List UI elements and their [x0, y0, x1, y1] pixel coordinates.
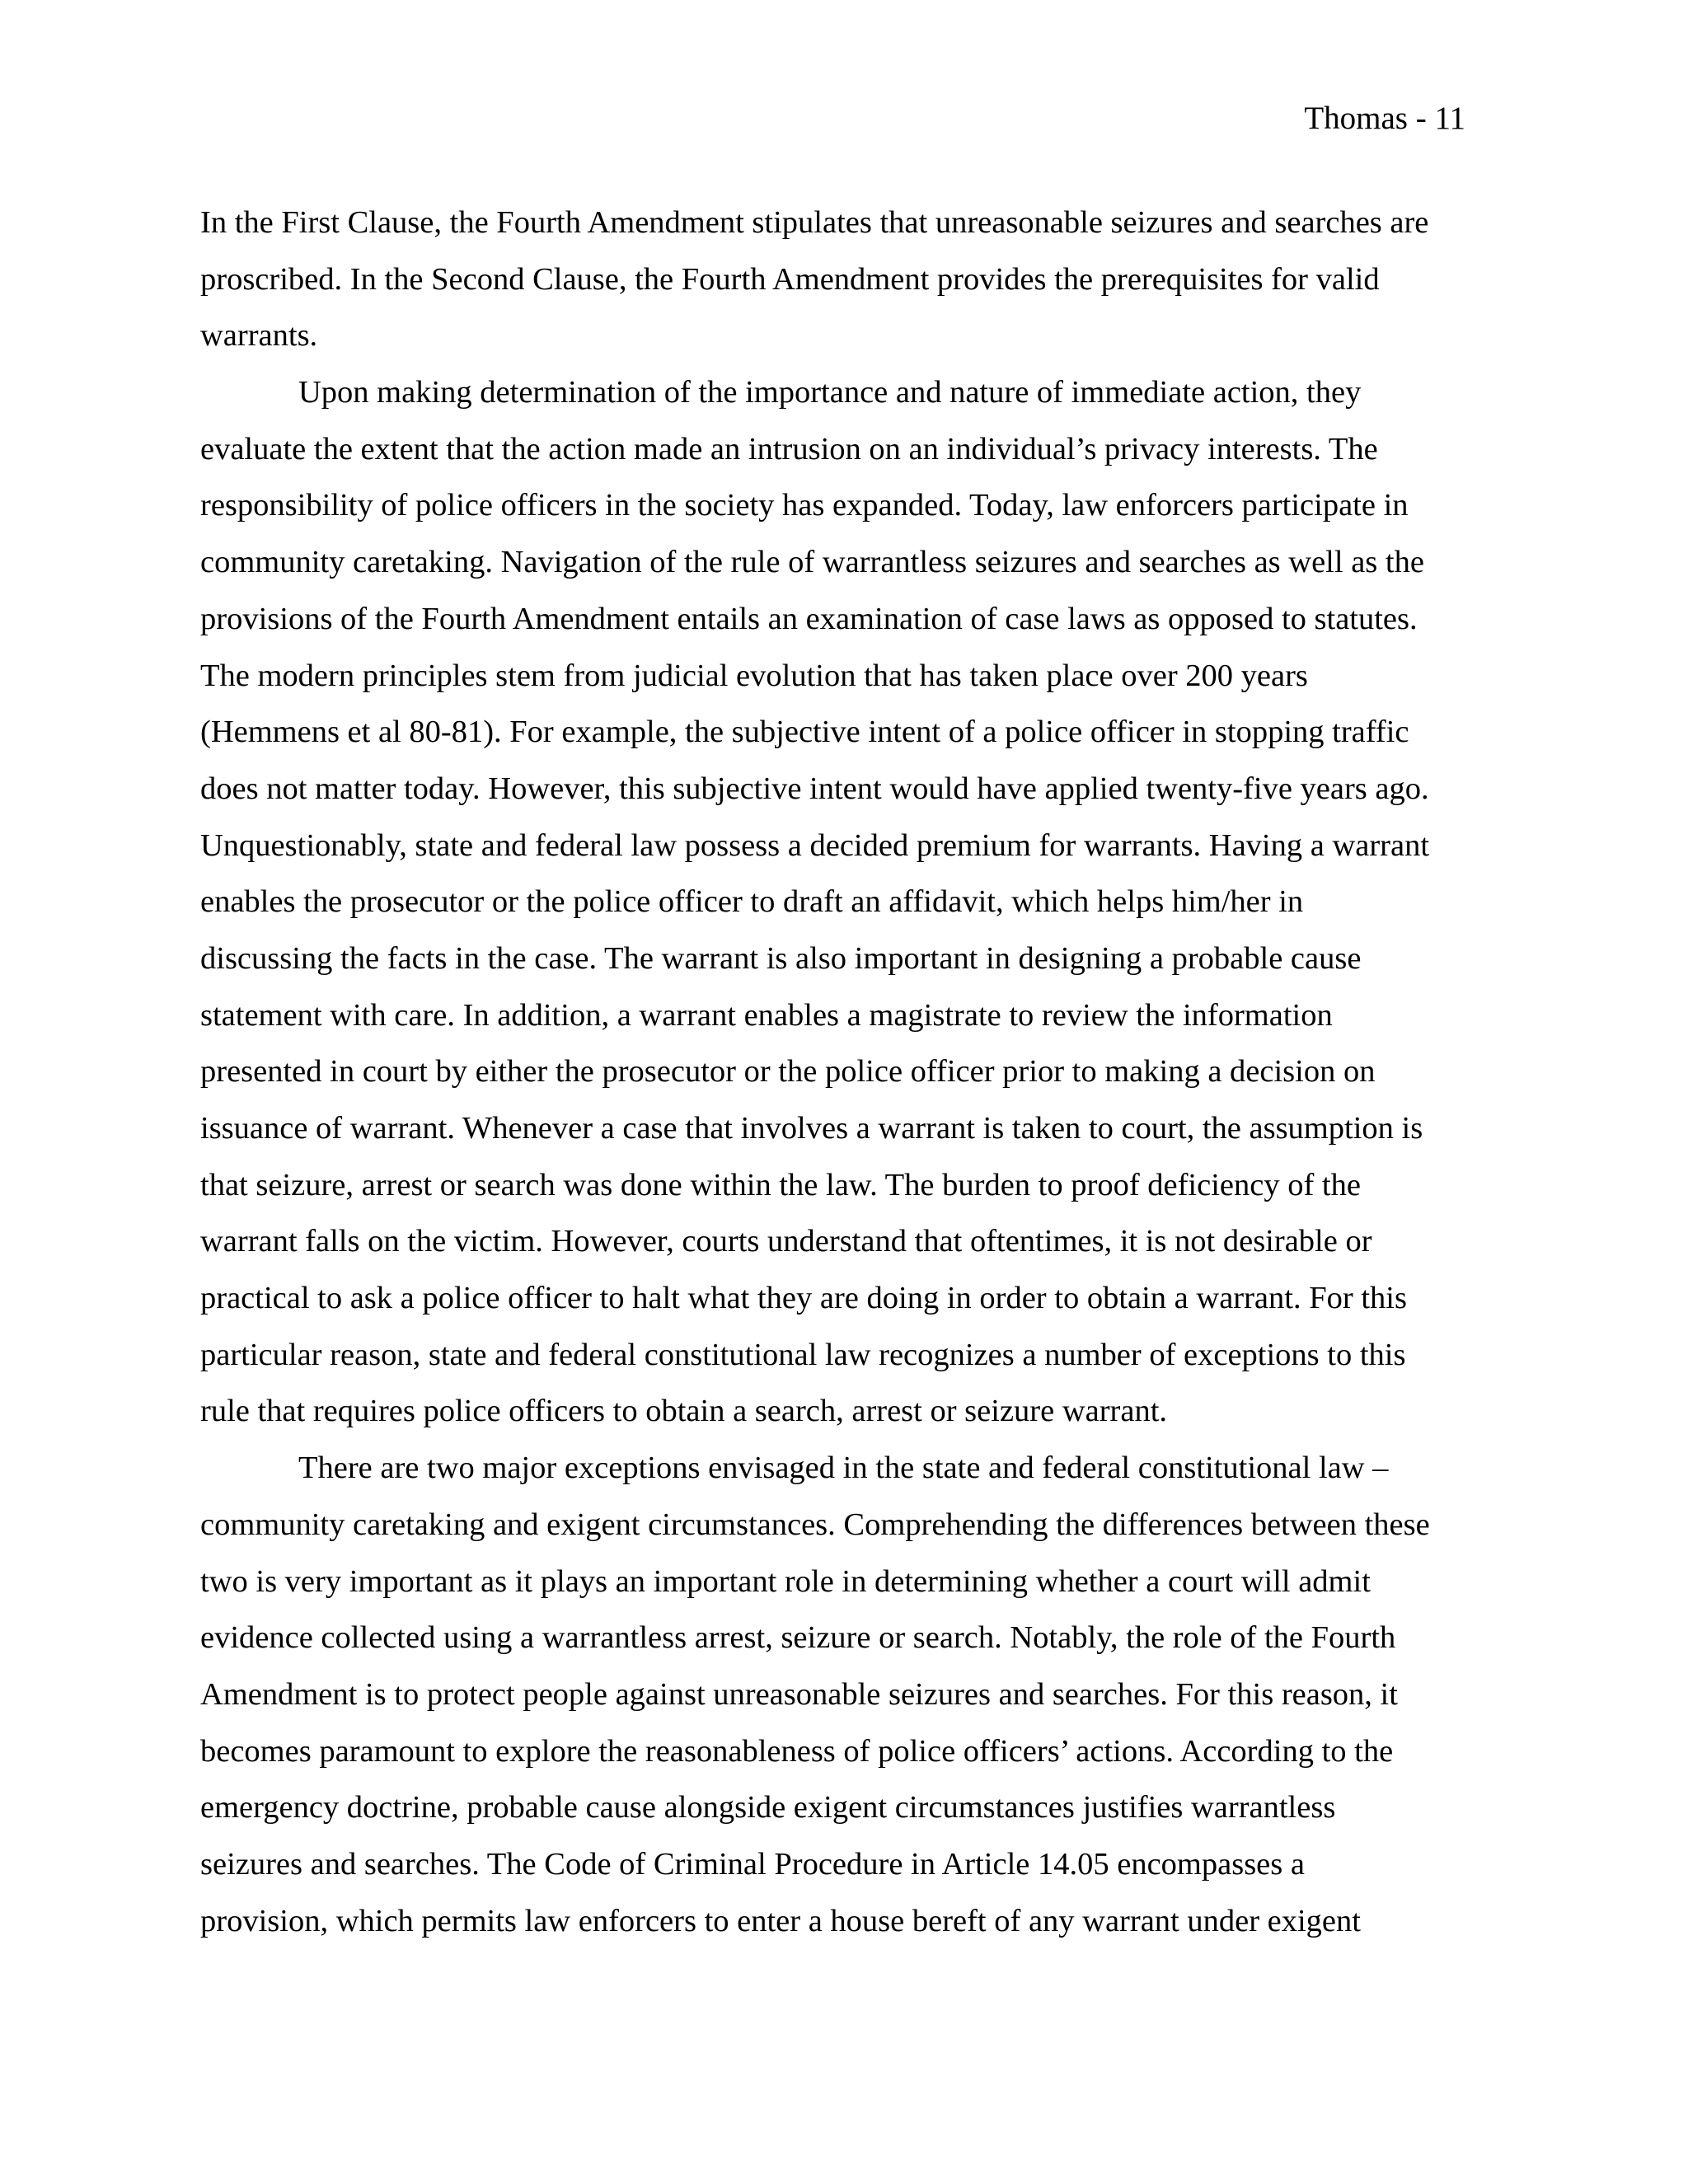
text-line: seizures and searches. The Code of Criminal Procedure in Article 14.05 encompasses a: [200, 1846, 1305, 1882]
text-line: proscribed. In the Second Clause, the Fourth Amendment provides the prerequisites for valid: [200, 261, 1380, 297]
text-line: In the First Clause, the Fourth Amendment stipulates that unreasonable seizures and searches are: [200, 205, 1429, 240]
text-line: Unquestionably, state and federal law possess a decided premium for warrants. Having a warrant: [200, 827, 1430, 863]
text-line: does not matter today. However, this subjective intent would have applied twenty-five years ago.: [200, 771, 1429, 806]
text-line: evaluate the extent that the action made an intrusion on an individual’s privacy interests. The: [200, 431, 1378, 466]
text-line: enables the prosecutor or the police officer to draft an affidavit, which helps him/her in: [200, 884, 1304, 920]
text-line: Amendment is to protect people against unreasonable seizures and searches. For this reason, it: [200, 1676, 1398, 1712]
text-line: warrant falls on the victim. However, courts understand that oftentimes, it is not desirable or: [200, 1224, 1372, 1259]
text-line: rule that requires police officers to obtain a search, arrest or seizure warrant.: [200, 1394, 1168, 1429]
running-head: Thomas - 11: [1304, 101, 1465, 136]
text-line: particular reason, state and federal constitutional law recognizes a number of exceptions to this: [200, 1337, 1406, 1372]
text-line: community caretaking. Navigation of the rule of warrantless seizures and searches as well as the: [200, 545, 1424, 580]
text-line: The modern principles stem from judicial evolution that has taken place over 200 years: [200, 658, 1308, 693]
text-line: evidence collected using a warrantless arrest, seizure or search. Notably, the role of the Fourth: [200, 1620, 1396, 1656]
text-line: responsibility of police officers in the society has expanded. Today, law enforcers participate in: [200, 488, 1409, 523]
text-line: becomes paramount to explore the reasonableness of police officers’ actions. According to the: [200, 1733, 1394, 1769]
text-line: statement with care. In addition, a warrant enables a magistrate to review the information: [200, 997, 1333, 1033]
text-line: two is very important as it plays an important role in determining whether a court will admit: [200, 1563, 1371, 1599]
text-line: (Hemmens et al 80-81). For example, the subjective intent of a police officer in stopping traffic: [200, 715, 1409, 750]
paragraph-first-line: There are two major exceptions envisaged in the state and federal constitutional law –: [298, 1451, 1389, 1486]
text-line: discussing the facts in the case. The warrant is also important in designing a probable cause: [200, 940, 1362, 976]
text-line: presented in court by either the prosecutor or the police officer prior to making a decision on: [200, 1054, 1376, 1090]
body-text: [200, 194, 1492, 1949]
text-line: issuance of warrant. Whenever a case that involves a warrant is taken to court, the assumption is: [200, 1111, 1423, 1146]
text-line: provisions of the Fourth Amendment entails an examination of case laws as opposed to statutes.: [200, 601, 1418, 636]
text-line: practical to ask a police officer to halt what they are doing in order to obtain a warrant. For this: [200, 1281, 1407, 1316]
text-line: that seizure, arrest or search was done within the law. The burden to proof deficiency of the: [200, 1167, 1361, 1202]
text-line: emergency doctrine, probable cause alongside exigent circumstances justifies warrantless: [200, 1790, 1336, 1825]
text-line: warrants.: [200, 318, 318, 354]
paragraph-first-line: Upon making determination of the importance and nature of immediate action, they: [298, 375, 1362, 410]
text-line: provision, which permits law enforcers to enter a house bereft of any warrant under exigent: [200, 1903, 1361, 1938]
text-line: community caretaking and exigent circumstances. Comprehending the differences between these: [200, 1507, 1430, 1542]
